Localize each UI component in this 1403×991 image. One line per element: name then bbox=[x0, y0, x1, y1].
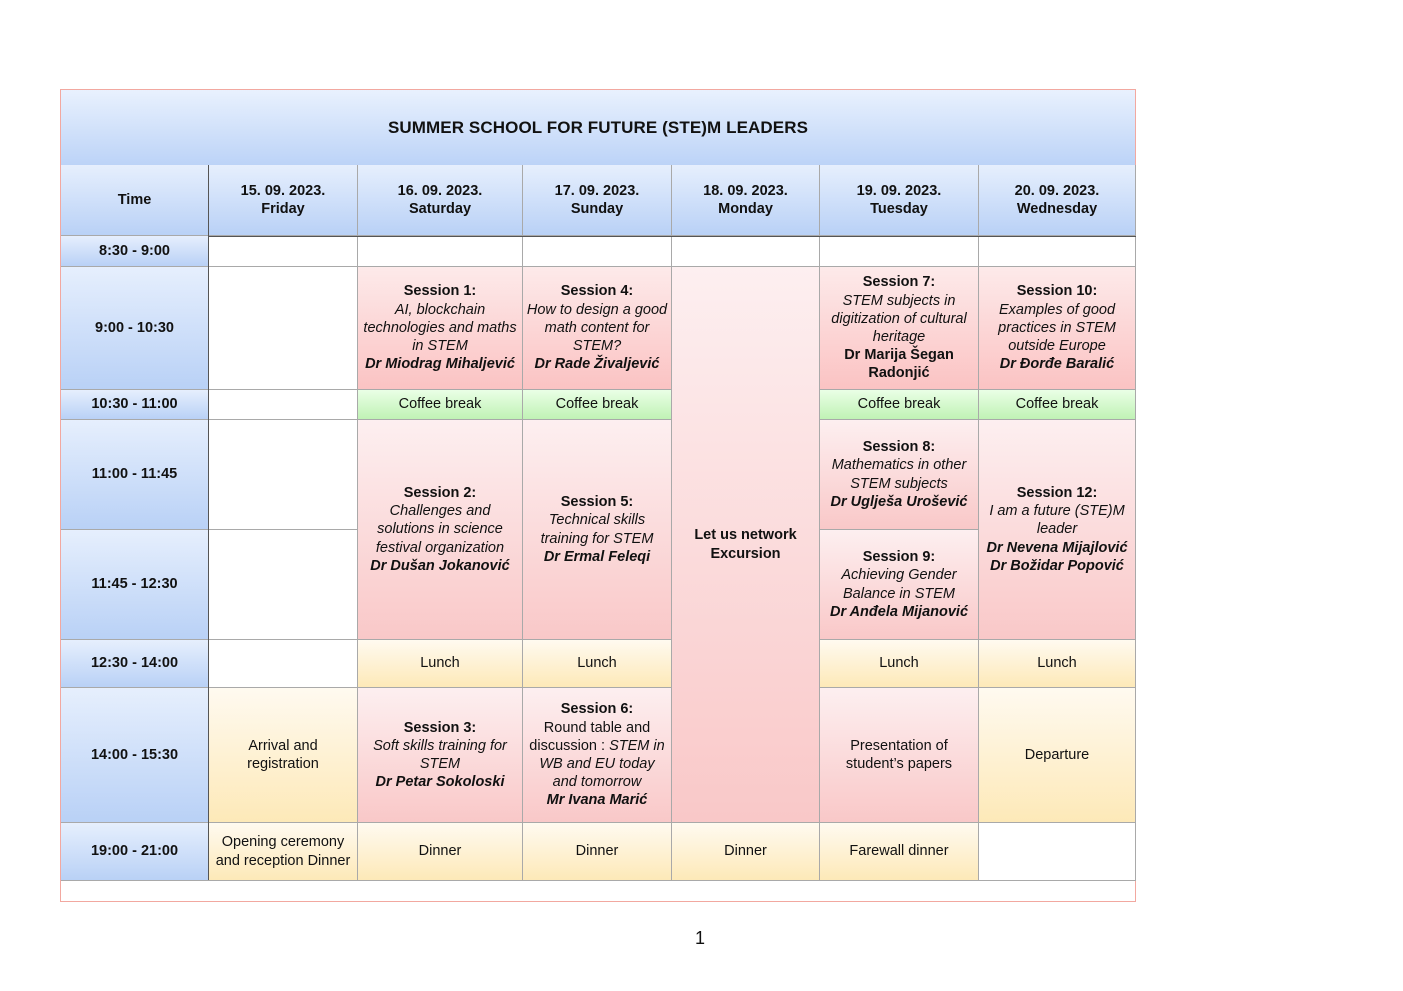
session-speaker: Dr Rade Živaljević bbox=[534, 356, 660, 373]
lunch-text: Lunch bbox=[879, 655, 919, 672]
time-slot: 10:30 - 11:00 bbox=[61, 390, 209, 420]
departure-cell bbox=[979, 688, 1136, 823]
presentation-text: Presentation of student’s papers bbox=[845, 737, 953, 772]
departure-text: Departure bbox=[1024, 746, 1090, 763]
time-slot: 11:45 - 12:30 bbox=[61, 530, 209, 640]
session-topic: How to design a good math content for STEM? bbox=[526, 301, 668, 355]
dinner-cell bbox=[672, 823, 820, 881]
session-title: Session 5: bbox=[560, 494, 634, 511]
header-date: 15. 09. 2023. bbox=[240, 182, 326, 199]
session-title: Session 9: bbox=[862, 549, 936, 566]
session-speaker: Dr Petar Sokoloski bbox=[375, 774, 505, 791]
header-day-6 bbox=[979, 165, 1136, 236]
session-topic: Soft skills training for STEM bbox=[373, 737, 507, 772]
session-6-cell bbox=[523, 688, 672, 823]
empty-cell bbox=[523, 236, 672, 267]
session-title: Session 12: bbox=[1016, 484, 1098, 501]
opening-text: Opening ceremony and reception Dinner bbox=[215, 834, 351, 869]
session-topic: Achieving Gender Balance in STEM bbox=[841, 567, 957, 602]
session-4-cell bbox=[523, 267, 672, 390]
session-speaker: Dr Božidar Popović bbox=[990, 557, 1124, 574]
header-weekday: Saturday bbox=[408, 201, 472, 217]
farewell-dinner-cell bbox=[820, 823, 979, 881]
time-slot: 11:00 - 11:45 bbox=[61, 420, 209, 530]
session-speaker: Dr Anđela Mijanović bbox=[829, 603, 969, 620]
session-topic-italic: STEM in WB and EU today and tomorrow bbox=[539, 737, 665, 791]
coffee-break-cell bbox=[979, 390, 1136, 420]
empty-cell bbox=[979, 236, 1136, 267]
page-number: 1 bbox=[694, 928, 705, 948]
excursion-line-2: Excursion bbox=[710, 545, 781, 562]
session-2-cell bbox=[358, 420, 523, 640]
session-title: Session 3: bbox=[403, 719, 477, 736]
header-weekday: Friday bbox=[261, 201, 305, 217]
session-title: Session 6: bbox=[560, 701, 634, 718]
lunch-cell bbox=[523, 640, 672, 688]
header-date: 20. 09. 2023. bbox=[1014, 182, 1100, 199]
empty-cell bbox=[358, 236, 523, 267]
header-date: 18. 09. 2023. bbox=[703, 182, 788, 199]
empty-cell bbox=[209, 530, 358, 640]
session-topic: Examples of good practices in STEM outside Europe bbox=[998, 301, 1116, 355]
empty-cell bbox=[820, 236, 979, 267]
session-topic: I am a future (STE)M leader bbox=[989, 503, 1125, 538]
header-weekday: Wednesday bbox=[1016, 201, 1098, 217]
session-title: Session 7: bbox=[862, 274, 936, 291]
session-5-cell bbox=[523, 420, 672, 640]
empty-cell bbox=[209, 236, 358, 267]
session-speaker: Dr Marija Šegan Radonjić bbox=[844, 347, 954, 382]
header-date: 19. 09. 2023. bbox=[856, 182, 942, 199]
session-3-cell bbox=[358, 688, 523, 823]
session-speaker: Mr Ivana Marić bbox=[546, 792, 648, 809]
empty-cell bbox=[209, 640, 358, 688]
session-speaker: Dr Uglješa Urošević bbox=[830, 493, 968, 510]
time-slot: 19:00 - 21:00 bbox=[61, 823, 209, 881]
header-date: 17. 09. 2023. bbox=[554, 182, 640, 199]
time-slot: 9:00 - 10:30 bbox=[61, 267, 209, 390]
session-topic: AI, blockchain technologies and maths in STEM bbox=[363, 301, 517, 355]
session-title: Session 1: bbox=[403, 283, 477, 300]
empty-cell bbox=[209, 267, 358, 390]
session-topic-plain: Round table and discussion : bbox=[529, 719, 651, 754]
coffee-break-cell bbox=[523, 390, 672, 420]
session-topic: Challenges and solutions in science festival organization bbox=[375, 503, 505, 556]
session-12-cell bbox=[979, 420, 1136, 640]
session-9-cell bbox=[820, 530, 979, 640]
session-7-cell bbox=[820, 267, 979, 390]
lunch-text: Lunch bbox=[420, 655, 460, 672]
lunch-text: Lunch bbox=[1037, 655, 1077, 672]
session-speaker: Dr Nevena Mijajlović bbox=[986, 539, 1128, 556]
opening-cell bbox=[209, 823, 358, 881]
header-day-4 bbox=[672, 165, 820, 236]
lunch-cell bbox=[358, 640, 523, 688]
column-divider bbox=[208, 165, 209, 881]
row-divider bbox=[209, 236, 1136, 237]
coffee-text: Coffee break bbox=[398, 396, 482, 413]
presentation-cell bbox=[820, 688, 979, 823]
header-date: 16. 09. 2023. bbox=[397, 182, 483, 199]
session-speaker: Dr Miodrag Mihaljević bbox=[365, 356, 515, 373]
header-day-3 bbox=[523, 165, 672, 236]
session-topic bbox=[526, 719, 668, 792]
arrival-cell bbox=[209, 688, 358, 823]
time-slot: 14:00 - 15:30 bbox=[61, 688, 209, 823]
session-topic: Mathematics in other STEM subjects bbox=[831, 457, 967, 492]
dinner-cell bbox=[358, 823, 523, 881]
lunch-text: Lunch bbox=[577, 655, 617, 672]
session-title: Session 8: bbox=[862, 439, 936, 456]
session-speaker: Dr Dušan Jokanović bbox=[370, 557, 510, 574]
session-speaker: Dr Đorđe Baralić bbox=[999, 356, 1115, 373]
session-1-cell bbox=[358, 267, 523, 390]
coffee-text: Coffee break bbox=[555, 396, 639, 413]
empty-cell bbox=[209, 420, 358, 530]
header-weekday: Monday bbox=[718, 201, 773, 217]
header-day-1 bbox=[209, 165, 358, 236]
header-weekday: Tuesday bbox=[870, 201, 928, 217]
excursion-line-1: Let us network bbox=[694, 527, 797, 544]
time-slot: 8:30 - 9:00 bbox=[61, 236, 209, 267]
lunch-cell bbox=[820, 640, 979, 688]
arrival-text: Arrival and registration bbox=[247, 737, 319, 772]
session-title: Session 10: bbox=[1016, 283, 1098, 300]
header-day-2 bbox=[358, 165, 523, 236]
coffee-break-cell bbox=[820, 390, 979, 420]
session-title: Session 4: bbox=[560, 283, 634, 300]
lunch-cell bbox=[979, 640, 1136, 688]
session-speaker: Dr Ermal Feleqi bbox=[543, 548, 651, 565]
coffee-break-cell bbox=[358, 390, 523, 420]
session-topic: STEM subjects in digitization of cultural heritage bbox=[831, 292, 967, 345]
empty-cell bbox=[672, 236, 820, 267]
schedule-title: SUMMER SCHOOL FOR FUTURE (STE)M LEADERS bbox=[61, 90, 1135, 165]
time-slot: 12:30 - 14:00 bbox=[61, 640, 209, 688]
session-topic: Technical skills training for STEM bbox=[540, 512, 654, 547]
header-weekday: Sunday bbox=[570, 201, 624, 217]
header-day-5 bbox=[820, 165, 979, 236]
session-10-cell bbox=[979, 267, 1136, 390]
empty-cell bbox=[209, 390, 358, 420]
empty-cell bbox=[979, 823, 1136, 881]
dinner-text: Dinner bbox=[575, 843, 619, 860]
excursion-cell bbox=[672, 267, 820, 823]
session-8-cell bbox=[820, 420, 979, 530]
coffee-text: Coffee break bbox=[857, 396, 941, 413]
row-divider bbox=[61, 880, 1136, 881]
dinner-text: Dinner bbox=[418, 843, 462, 860]
dinner-cell bbox=[523, 823, 672, 881]
header-time: Time bbox=[61, 165, 209, 236]
coffee-text: Coffee break bbox=[1015, 396, 1099, 413]
farewell-text: Farewall dinner bbox=[849, 843, 949, 860]
session-title: Session 2: bbox=[403, 484, 477, 501]
dinner-text: Dinner bbox=[724, 843, 767, 860]
